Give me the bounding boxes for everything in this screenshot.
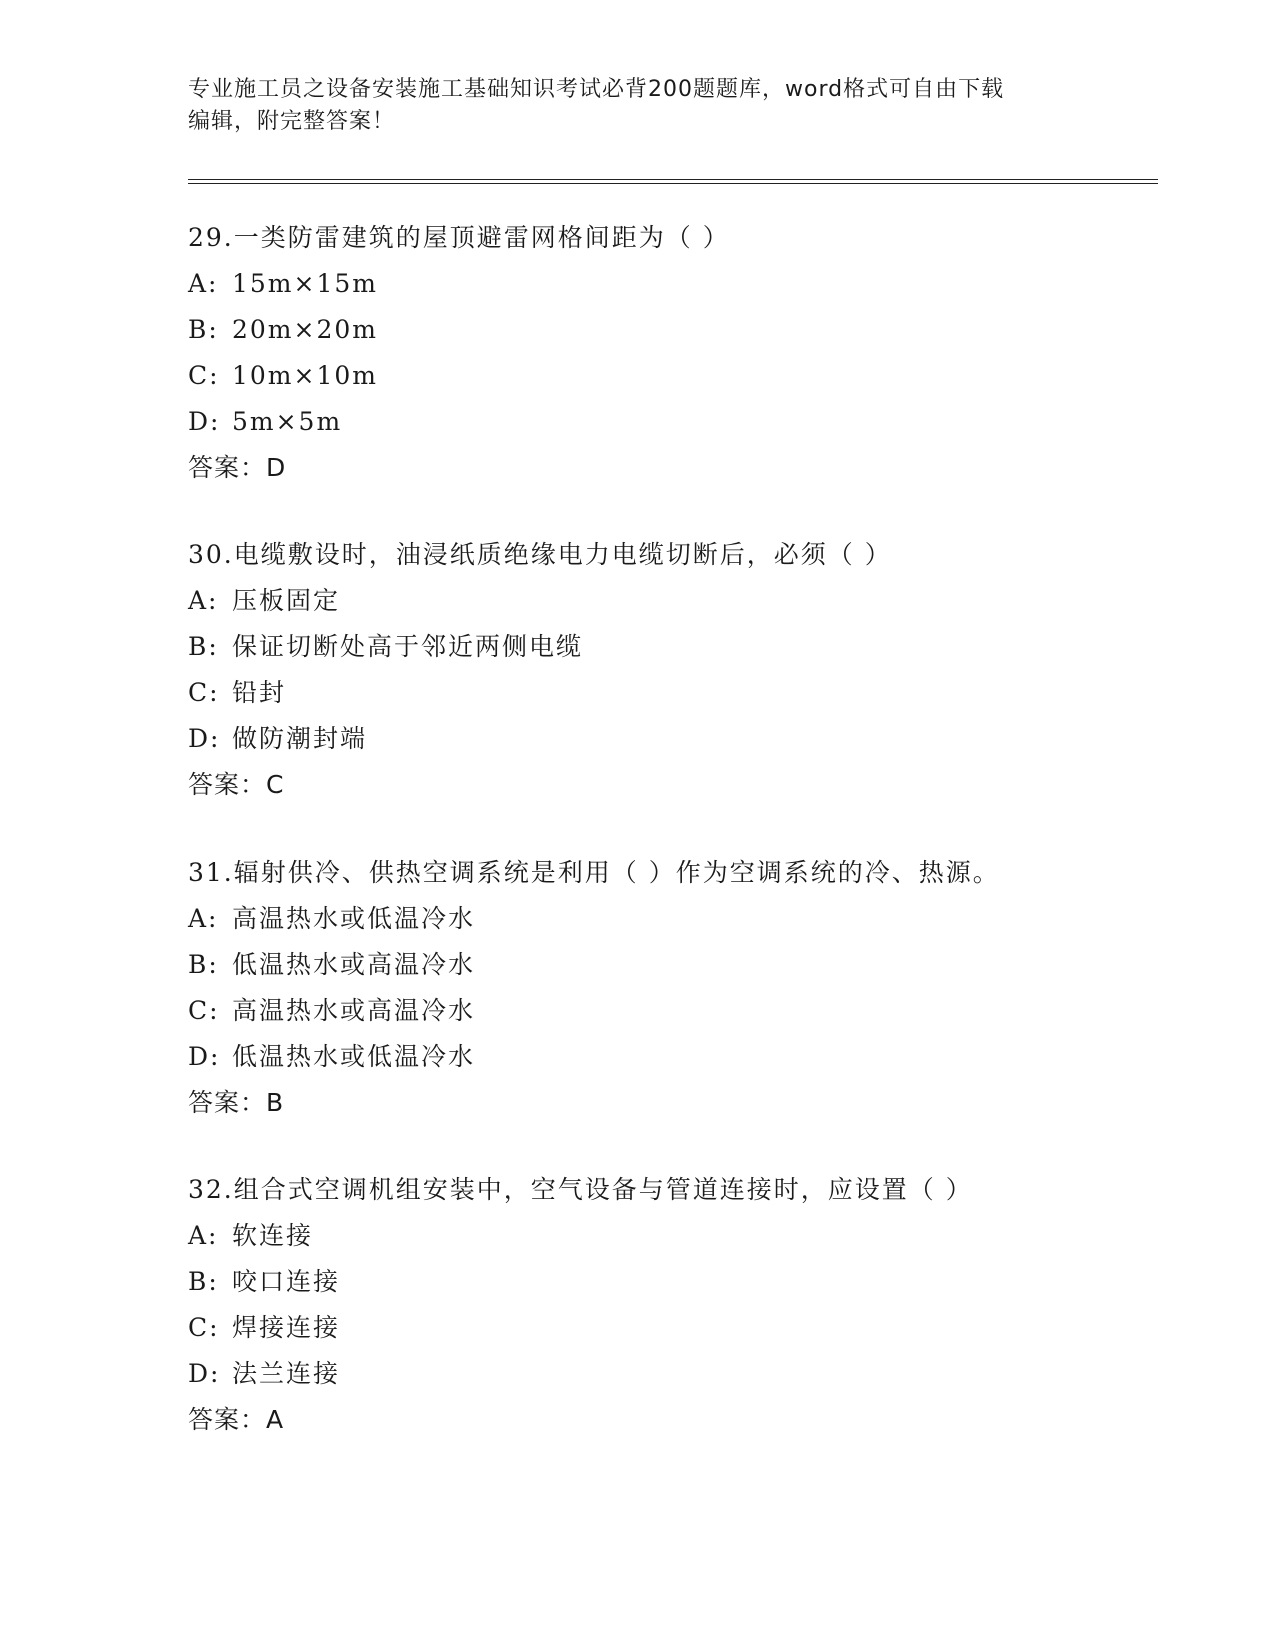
option-text: 压板固定 xyxy=(232,586,341,615)
option-d xyxy=(188,1034,1148,1080)
header-divider-bottom xyxy=(188,183,1158,184)
answer-line: 答案：C xyxy=(188,770,285,799)
document-header xyxy=(188,74,1088,138)
option-text: 15m×15m xyxy=(232,269,378,298)
option-b xyxy=(188,307,1148,353)
option-b xyxy=(188,624,1148,670)
question-31 xyxy=(188,850,1148,1126)
option-key: A: xyxy=(188,904,219,933)
option-key: C: xyxy=(188,1313,220,1342)
option-text: 低温热水或低温冷水 xyxy=(232,1042,476,1071)
option-b xyxy=(188,942,1148,988)
option-text: 低温热水或高温冷水 xyxy=(232,950,476,979)
question-stem: 31.辐射供冷、供热空调系统是利用（ ）作为空调系统的冷、热源。 xyxy=(188,858,1000,887)
question-stem: 29.一类防雷建筑的屋顶避雷网格间距为（ ） xyxy=(188,223,730,252)
option-text: 软连接 xyxy=(232,1221,314,1250)
option-a xyxy=(188,896,1148,942)
question-stem: 30.电缆敷设时，油浸纸质绝缘电力电缆切断后，必须（ ） xyxy=(188,540,892,569)
header-line-1: 专业施工员之设备安装施工基础知识考试必背200题题库，word格式可自由下载 xyxy=(188,77,1005,102)
option-key: D: xyxy=(188,407,221,436)
option-c xyxy=(188,670,1148,716)
option-d xyxy=(188,399,1148,445)
answer-line: 答案：B xyxy=(188,1088,285,1117)
option-key: B: xyxy=(188,950,219,979)
question-32 xyxy=(188,1167,1148,1443)
option-c xyxy=(188,988,1148,1034)
option-key: D: xyxy=(188,1359,221,1388)
option-text: 咬口连接 xyxy=(232,1267,341,1296)
option-d xyxy=(188,716,1148,762)
header-divider-top xyxy=(188,179,1158,180)
option-text: 5m×5m xyxy=(232,407,343,436)
option-c xyxy=(188,1305,1148,1351)
option-key: D: xyxy=(188,724,221,753)
option-text: 20m×20m xyxy=(232,315,378,344)
option-a xyxy=(188,1213,1148,1259)
option-key: B: xyxy=(188,632,219,661)
option-c xyxy=(188,353,1148,399)
question-stem: 32.组合式空调机组安装中，空气设备与管道连接时，应设置（ ） xyxy=(188,1175,973,1204)
option-text: 10m×10m xyxy=(232,361,378,390)
option-key: B: xyxy=(188,1267,219,1296)
option-key: C: xyxy=(188,361,220,390)
option-key: A: xyxy=(188,269,219,298)
answer-line: 答案：A xyxy=(188,1405,285,1434)
option-text: 保证切断处高于邻近两侧电缆 xyxy=(232,632,584,661)
option-text: 高温热水或低温冷水 xyxy=(232,904,476,933)
option-text: 做防潮封端 xyxy=(232,724,368,753)
question-30 xyxy=(188,532,1148,808)
option-key: A: xyxy=(188,1221,219,1250)
question-29 xyxy=(188,215,1148,491)
option-a xyxy=(188,261,1148,307)
option-key: C: xyxy=(188,678,220,707)
option-text: 高温热水或高温冷水 xyxy=(232,996,476,1025)
option-d xyxy=(188,1351,1148,1397)
option-text: 法兰连接 xyxy=(232,1359,341,1388)
option-key: C: xyxy=(188,996,220,1025)
option-key: A: xyxy=(188,586,219,615)
option-text: 铅封 xyxy=(232,678,287,707)
answer-line: 答案：D xyxy=(188,453,287,482)
option-b xyxy=(188,1259,1148,1305)
option-key: D: xyxy=(188,1042,221,1071)
header-line-2: 编辑，附完整答案！ xyxy=(188,109,396,134)
option-key: B: xyxy=(188,315,219,344)
option-a xyxy=(188,578,1148,624)
option-text: 焊接连接 xyxy=(232,1313,341,1342)
